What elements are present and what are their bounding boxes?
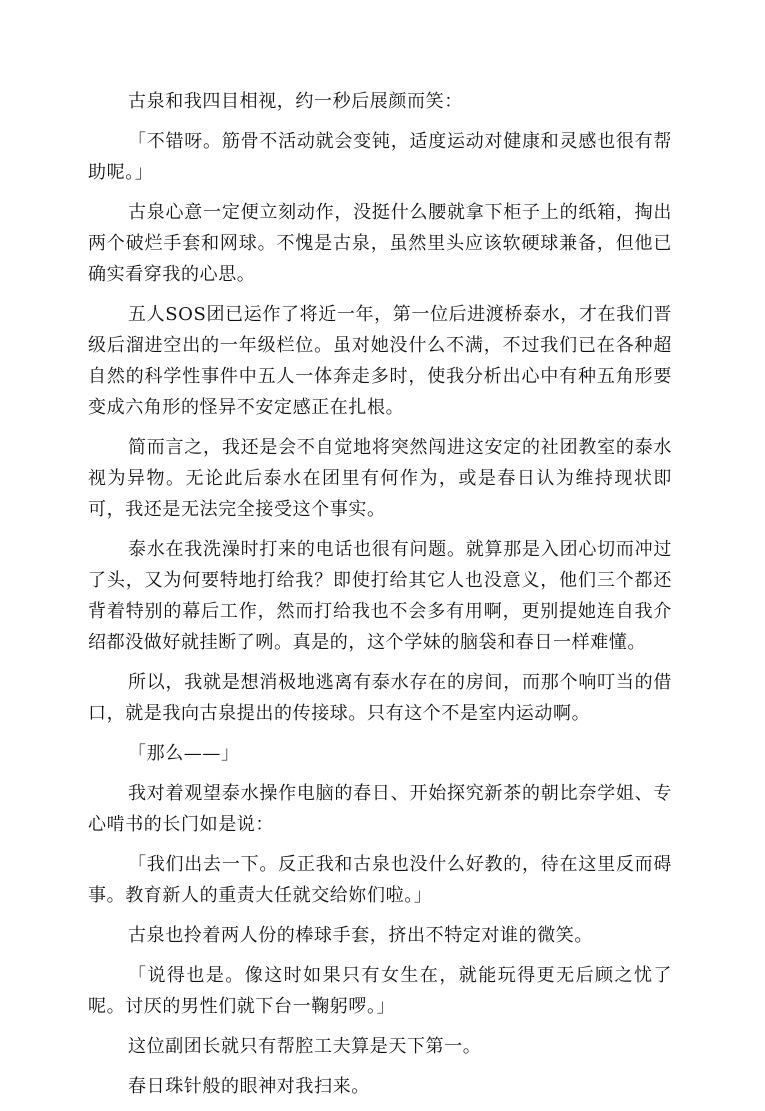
paragraph-5: 简而言之，我还是会不自觉地将突然闯进这安定的社团教室的泰水视为异物。无论此后泰水在团里有何作为，或是春日认为维持现状即可，我还是无法完全接受这个事实。 (88, 437, 672, 520)
paragraph-1: 古泉和我四目相视，约一秒后展颜而笑： (128, 91, 463, 112)
document-page (88, 86, 672, 1111)
paragraph-3: 古泉心意一定便立刻动作，没挺什么腰就拿下柜子上的纸箱，掏出两个破烂手套和网球。不愧是古泉，虽然里头应该软硬球兼备，但他已确实看穿我的心思。 (88, 202, 672, 285)
paragraph-13: 这位副团长就只有帮腔工夫算是天下第一。 (128, 1036, 482, 1057)
paragraph-9: 我对着观望泰水操作电脑的春日、开始探究新茶的朝比奈学姐、专心啃书的长门如是说： (88, 783, 672, 835)
paragraph-12: 「说得也是。像这时如果只有女生在，就能玩得更无后顾之忧了呢。讨厌的男性们就下台一鞠躬啰。」 (88, 965, 672, 1017)
paragraph-2: 「不错呀。筋骨不活动就会变钝，适度运动对健康和灵感也很有帮助呢。」 (88, 131, 672, 183)
paragraph-10: 「我们出去一下。反正我和古泉也没什么好教的，待在这里反而碍事。教育新人的重责大任就交给妳们啦。」 (88, 854, 672, 906)
paragraph-14: 春日珠针般的眼神对我扫来。 (128, 1076, 370, 1097)
paragraph-8: 「那么——」 (128, 743, 240, 764)
paragraph-4: 五人SOS团已运作了将近一年，第一位后进渡桥泰水，才在我们晋级后溜进空出的一年级栏位。虽对她没什么不满，不过我们已在各种超自然的科学性事件中五人一体奔走多时，使我分析出心中有种五角形要变成六角形的怪异不安定感正在扎根。 (88, 304, 672, 418)
paragraph-7: 所以，我就是想消极地逃离有泰水存在的房间，而那个响叮当的借口，就是我向古泉提出的传接球。只有这个不是室内运动啊。 (88, 672, 672, 724)
paragraph-6: 泰水在我洗澡时打来的电话也很有问题。就算那是入团心切而冲过了头，又为何要特地打给我？即使打给其它人也没意义，他们三个都还背着特别的幕后工作，然而打给我也不会多有用啊，更别提她连自我介绍都没做好就挂断了咧。真是的，这个学妹的脑袋和春日一样难懂。 (88, 539, 672, 653)
paragraph-11: 古泉也拎着两人份的棒球手套，挤出不特定对谁的微笑。 (128, 925, 593, 946)
